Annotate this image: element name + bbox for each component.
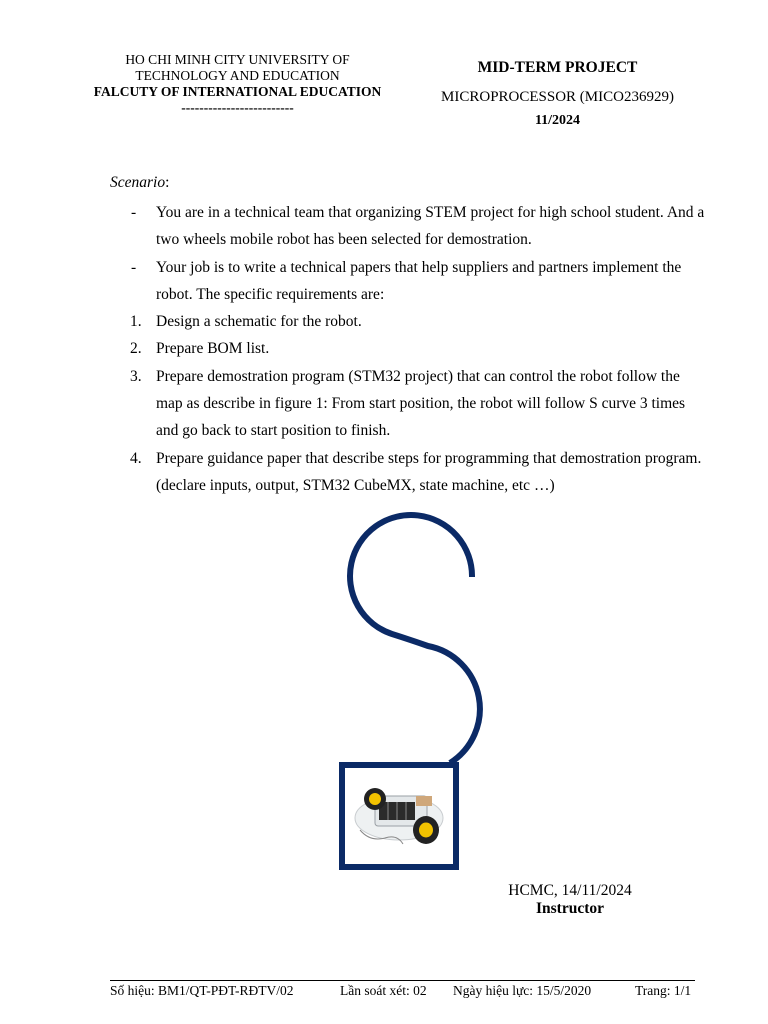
- university-name-line1: HO CHI MINH CITY UNIVERSITY OF: [125, 52, 350, 67]
- requirement-number: 4.: [130, 449, 142, 467]
- requirement-number: 3.: [130, 367, 142, 385]
- footer-divider: [110, 980, 695, 981]
- signature-block: [470, 882, 670, 918]
- list-item: [110, 335, 710, 362]
- requirement-text: Prepare BOM list.: [156, 340, 270, 358]
- signature-place-date: HCMC, 14/11/2024: [508, 882, 632, 899]
- requirement-number: 1.: [130, 313, 142, 331]
- scenario-heading: [110, 174, 169, 192]
- faculty-name: FALCUTY OF INTERNATIONAL EDUCATION: [93, 84, 382, 99]
- bullet-marker: -: [131, 204, 137, 221]
- requirement-text: Design a schematic for the robot.: [156, 313, 362, 331]
- footer-doc-code: Số hiệu: BM1/QT-PĐT-RĐTV/02: [110, 983, 294, 998]
- scenario-colon: :: [165, 174, 170, 191]
- signature-role: Instructor: [535, 900, 605, 917]
- requirement-text: Prepare guidance paper that describe steps for programming that demostration program. (declare inputs, output, STM32 CubeMX, state machine, etc …): [156, 449, 702, 494]
- university-name-line2: TECHNOLOGY AND EDUCATION: [135, 68, 340, 83]
- list-item: [110, 254, 710, 309]
- requirement-number: 2.: [130, 340, 142, 358]
- project-header: [400, 58, 715, 130]
- scenario-label: Scenario: [110, 174, 166, 191]
- scenario-list: [110, 199, 710, 499]
- footer-page-number: Trang: 1/1: [635, 983, 692, 998]
- list-item: [110, 199, 710, 254]
- bullet-text: Your job is to write a technical papers that help suppliers and partners implement the robot. The specific requirements are:: [156, 258, 682, 303]
- footer-effective-date: Ngày hiệu lực: 15/5/2020: [453, 983, 592, 998]
- footer-revision: Lần soát xét: 02: [340, 983, 427, 998]
- list-item: [110, 445, 710, 500]
- course-name: MICROPROCESSOR (MICO236929): [441, 89, 674, 105]
- document-title: MID-TERM PROJECT: [477, 59, 638, 76]
- project-date: 11/2024: [534, 113, 581, 128]
- header-separator: -------------------------: [181, 100, 294, 115]
- list-item: [110, 308, 710, 335]
- s-curve-map-figure: [300, 500, 500, 880]
- bullet-marker: -: [131, 258, 137, 276]
- institution-header: [80, 52, 395, 116]
- bullet-text: You are in a technical team that organizing STEM project for high school student. And a two wheels mobile robot has been selected for demostration.: [156, 204, 705, 249]
- list-item: [110, 363, 710, 445]
- requirement-text: Prepare demostration program (STM32 project) that can control the robot follow the map as describe in figure 1: From start position, the robot will follow S curve 3 times and go back to start position to finish.: [156, 367, 686, 440]
- s-curve-track: [350, 515, 480, 763]
